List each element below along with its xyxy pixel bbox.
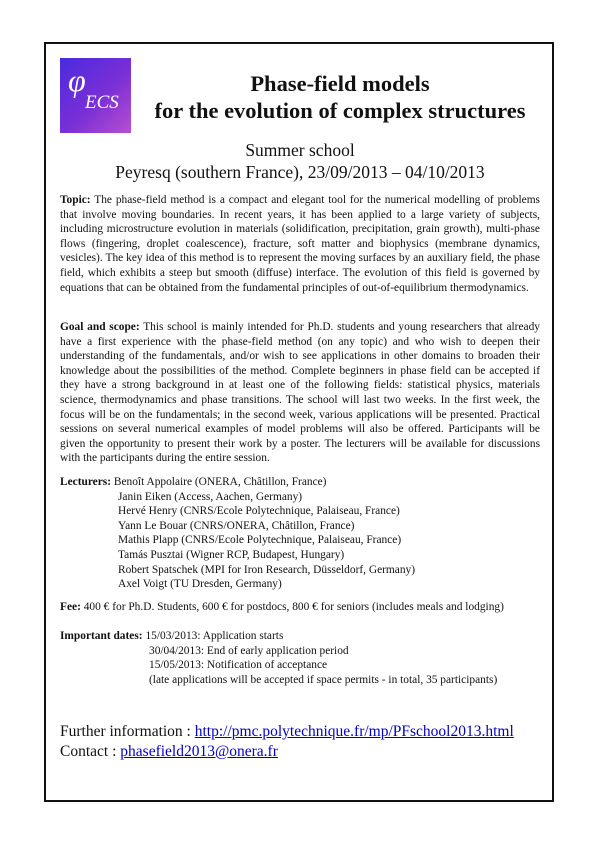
page-title (135, 70, 545, 124)
lecturer-item: Tamás Pusztai (Wigner RCP, Budapest, Hungary) (118, 548, 345, 561)
title-line-2: for the evolution of complex structures (154, 98, 526, 123)
contact-label: Contact : (60, 743, 121, 760)
topic-label: Topic: (60, 194, 91, 206)
ecs-logo (60, 58, 131, 133)
lecturer-item: Yann Le Bouar (CNRS/ONERA, Châtillon, France) (118, 519, 355, 532)
contact-row (60, 742, 540, 762)
date-item: 15/03/2013: Application starts (145, 630, 284, 642)
dates-section (60, 629, 540, 687)
contact-email-link[interactable]: phasefield2013@onera.fr (120, 743, 278, 760)
contact-info (60, 722, 540, 762)
lecturer-item: Benoît Appolaire (ONERA, Châtillon, France) (113, 476, 327, 488)
further-info-row (60, 722, 540, 742)
lecturer-item: Hervé Henry (CNRS/Ecole Polytechnique, Palaiseau, France) (118, 505, 400, 518)
subtitle-line-2: Peyresq (southern France), 23/09/2013 – 04/10/2013 (115, 162, 485, 182)
date-item: (late applications will be accepted if space permits - in total, 35 participants) (149, 673, 498, 686)
lecturer-item: Axel Voigt (TU Dresden, Germany) (118, 578, 282, 591)
date-row (60, 629, 540, 644)
lecturer-item: Robert Spatschek (MPI for Iron Research, Düsseldorf, Germany) (118, 563, 416, 576)
title-line-1: Phase-field models (250, 71, 430, 96)
logo-ecs-letters: ECS (85, 92, 119, 113)
topic-paragraph (60, 193, 540, 295)
school-website-link[interactable]: http://pmc.polytechnique.fr/mp/PFschool2013.html (194, 723, 514, 740)
goal-text: This school is mainly intended for Ph.D. students and young researchers that already have a first experience with the phase-field method (on any topic) and who wish to deepen their understanding of the fundamentals, and/or wish to see applications in other domains to broaden their knowledge about the possibilities of the method. Complete beginners in phase field can be accepted if they have a strong background in at least one of the following fields: statistical physics, materials science, thermodynamics and phase transitions. The school will last two weeks. In the first week, the focus will be on the fundamentals; in the second week, various applications will be presented. Practical sessions on several numerical examples of model problems will also be offered. Participants will be given the opportunity to present their work by a poster. The lecturers will be available for discussions with the participants during the entire session. (60, 321, 540, 465)
topic-text: The phase-field method is a compact and elegant tool for the numerical modelling of problems that involve moving boundaries. In recent years, it has been applied to a large variety of subjects, including microstructure evolution in materials (solidification, precipitation, grain growth), multi-phase flows (fingering, droplet coalescence), fracture, soft matter and biophysics (membrane dynamics, vesicles). The key idea of this method is to represent the moving surfaces by an auxiliary field, the phase field, which exhibits a steep but smooth (diffuse) interface. The evolution of this field is governed by equations that can be obtained from the fundamental principles of out-of-equilibrium thermodynamics. (60, 194, 540, 294)
subtitle-line-1: Summer school (245, 140, 355, 160)
goal-paragraph (60, 320, 540, 466)
date-item: 15/05/2013: Notification of acceptance (149, 659, 328, 672)
lecturer-item: Janin Eiken (Access, Aachen, Germany) (118, 490, 303, 503)
fee-section (60, 600, 540, 615)
further-info-label: Further information : (60, 723, 195, 740)
lecturer-row (60, 475, 540, 490)
fee-label: Fee: (60, 601, 81, 613)
fee-text: 400 € for Ph.D. Students, 600 € for postdocs, 800 € for seniors (includes meals and lodging) (83, 601, 504, 613)
date-item: 30/04/2013: End of early application period (149, 644, 349, 657)
logo-phi-symbol: φ (68, 62, 86, 98)
dates-label: Important dates: (60, 630, 143, 642)
lecturers-label: Lecturers: (60, 476, 112, 488)
lecturer-item: Mathis Plapp (CNRS/Ecole Polytechnique, Palaiseau, France) (118, 534, 402, 547)
subtitle (60, 139, 540, 183)
lecturers-section (60, 475, 540, 592)
goal-label: Goal and scope: (60, 321, 140, 333)
